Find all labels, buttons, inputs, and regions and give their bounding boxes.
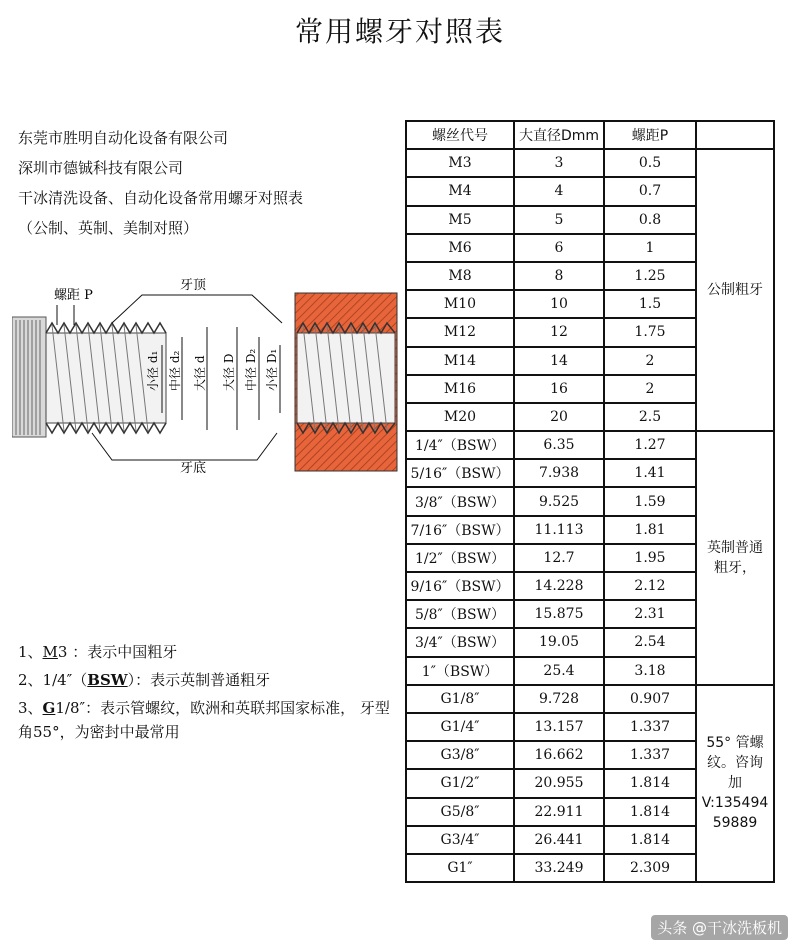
cell-thread-code: G1/2″ (406, 769, 514, 797)
cell-thread-code: M8 (406, 262, 514, 290)
category-line: 59889 (712, 815, 758, 832)
watermark: 头条 @干冰洗板机 (651, 915, 788, 940)
table-row (406, 149, 774, 177)
cell-major-diameter: 15.875 (514, 600, 604, 628)
cell-major-diameter: 16 (514, 375, 604, 403)
bolt-minor-diameter-label: 小径 d₁ (146, 350, 160, 391)
page-title: 常用螺牙对照表 (294, 15, 505, 48)
pitch-label: 螺距 P (54, 288, 93, 303)
cell-major-diameter: 9.728 (514, 685, 604, 713)
category-line: V:135494 (701, 795, 769, 812)
cell-major-diameter: 8 (514, 262, 604, 290)
cell-pitch: 2.31 (604, 600, 696, 628)
cell-pitch: 1.41 (604, 459, 696, 487)
note-3: 3、G1/8″：表示管螺纹，欧洲和英联邦国家标准， 牙型角55°，为密封中最常用 (18, 699, 390, 741)
cell-pitch: 2.12 (604, 572, 696, 600)
cell-major-diameter: 11.113 (514, 516, 604, 544)
cell-pitch: 1.814 (604, 798, 696, 826)
cell-thread-code: 1/4″（BSW） (406, 431, 514, 459)
bolt-pitch-diameter-label: 中径 d₂ (168, 350, 182, 391)
cell-pitch: 1.25 (604, 262, 696, 290)
thread-table (405, 120, 775, 883)
category-cell (696, 431, 774, 685)
category-line: 55° 管螺 (706, 735, 764, 752)
cell-major-diameter: 3 (514, 149, 604, 177)
cell-thread-code: 3/8″（BSW） (406, 487, 514, 515)
cell-major-diameter: 6 (514, 234, 604, 262)
bolt-head (12, 317, 46, 437)
category-cell (696, 685, 774, 882)
cell-pitch: 1.59 (604, 487, 696, 515)
cell-major-diameter: 20.955 (514, 769, 604, 797)
header-pitch: 螺距P (604, 121, 696, 149)
company-line-2: 深圳市德铖科技有限公司 (18, 159, 184, 177)
cell-major-diameter: 12 (514, 318, 604, 346)
cell-thread-code: 5/8″（BSW） (406, 600, 514, 628)
note-2: 2、1/4″（BSW）：表示英制普通粗牙 (18, 671, 271, 689)
cell-pitch: 2.5 (604, 403, 696, 431)
cell-major-diameter: 7.938 (514, 459, 604, 487)
bolt-major-diameter-label: 大径 d (193, 355, 207, 391)
cell-thread-code: M3 (406, 149, 514, 177)
cell-major-diameter: 9.525 (514, 487, 604, 515)
standards-note: （公制、英制、美制对照） (18, 219, 199, 237)
crest-label: 牙顶 (180, 278, 207, 293)
cell-pitch: 1.95 (604, 544, 696, 572)
note-2-code: BSW (87, 671, 128, 689)
root-label: 牙底 (180, 461, 207, 476)
cell-pitch: 1.5 (604, 290, 696, 318)
note-1: 1、M3 ：表示中国粗牙 (18, 643, 178, 661)
cell-thread-code: 7/16″（BSW） (406, 516, 514, 544)
cell-pitch: 2.54 (604, 628, 696, 656)
cell-thread-code: G3/8″ (406, 741, 514, 769)
header-category (696, 121, 774, 149)
cell-major-diameter: 12.7 (514, 544, 604, 572)
cell-thread-code: 3/4″（BSW） (406, 628, 514, 656)
cell-thread-code: G5/8″ (406, 798, 514, 826)
category-line: 粗牙， (714, 559, 756, 576)
header-thread-code: 螺丝代号 (406, 121, 514, 149)
cell-thread-code: 9/16″（BSW） (406, 572, 514, 600)
cell-thread-code: G1/8″ (406, 685, 514, 713)
nut-section (295, 293, 397, 471)
category-line: 公制粗牙 (707, 282, 763, 299)
note-1-code: M (42, 643, 58, 661)
cell-pitch: 2 (604, 347, 696, 375)
cell-thread-code: M14 (406, 347, 514, 375)
cell-major-diameter: 6.35 (514, 431, 604, 459)
cell-major-diameter: 26.441 (514, 826, 604, 854)
category-line: 纹。咨询 (707, 755, 763, 772)
cell-major-diameter: 33.249 (514, 854, 604, 882)
cell-thread-code: M16 (406, 375, 514, 403)
nut-pitch-diameter-label: 中径 D₂ (244, 348, 258, 391)
note-3-code: G (42, 699, 56, 717)
cell-pitch: 1.337 (604, 713, 696, 741)
cell-thread-code: 1″（BSW） (406, 657, 514, 685)
table-row (406, 431, 774, 459)
cell-thread-code: G1/4″ (406, 713, 514, 741)
cell-pitch: 1.27 (604, 431, 696, 459)
cell-major-diameter: 19.05 (514, 628, 604, 656)
cell-pitch: 2 (604, 375, 696, 403)
cell-pitch: 1.814 (604, 769, 696, 797)
cell-pitch: 1 (604, 234, 696, 262)
notes-section (18, 640, 398, 748)
cell-pitch: 1.81 (604, 516, 696, 544)
cell-thread-code: G1″ (406, 854, 514, 882)
cell-thread-code: M12 (406, 318, 514, 346)
cell-pitch: 0.5 (604, 149, 696, 177)
cell-major-diameter: 14 (514, 347, 604, 375)
header-major-diameter: 大直径Dmm (514, 121, 604, 149)
cell-major-diameter: 25.4 (514, 657, 604, 685)
cell-major-diameter: 13.157 (514, 713, 604, 741)
category-line: 英制普通 (707, 539, 763, 556)
cell-thread-code: M5 (406, 206, 514, 234)
cell-thread-code: G3/4″ (406, 826, 514, 854)
thread-diagram (12, 265, 402, 480)
cell-pitch: 0.907 (604, 685, 696, 713)
table-row (406, 685, 774, 713)
cell-major-diameter: 16.662 (514, 741, 604, 769)
cell-major-diameter: 14.228 (514, 572, 604, 600)
cell-thread-code: 1/2″（BSW） (406, 544, 514, 572)
cell-pitch: 3.18 (604, 657, 696, 685)
cell-major-diameter: 5 (514, 206, 604, 234)
cell-thread-code: M20 (406, 403, 514, 431)
category-cell (696, 149, 774, 431)
company-line-1: 东莞市胜明自动化设备有限公司 (18, 129, 229, 147)
nut-minor-diameter-label: 小径 D₁ (265, 348, 279, 391)
cell-major-diameter: 10 (514, 290, 604, 318)
cell-pitch: 2.309 (604, 854, 696, 882)
cell-thread-code: 5/16″（BSW） (406, 459, 514, 487)
document-subtitle: 干冰清洗设备、自动化设备常用螺牙对照表 (18, 189, 304, 207)
cell-pitch: 1.75 (604, 318, 696, 346)
category-line: 加 (728, 775, 742, 792)
cell-thread-code: M10 (406, 290, 514, 318)
cell-thread-code: M6 (406, 234, 514, 262)
nut-major-diameter-label: 大径 D (222, 353, 236, 391)
cell-pitch: 0.7 (604, 177, 696, 205)
cell-pitch: 1.337 (604, 741, 696, 769)
cell-major-diameter: 22.911 (514, 798, 604, 826)
cell-pitch: 0.8 (604, 206, 696, 234)
cell-major-diameter: 20 (514, 403, 604, 431)
cell-thread-code: M4 (406, 177, 514, 205)
table-header-row (406, 121, 774, 149)
cell-major-diameter: 4 (514, 177, 604, 205)
cell-pitch: 1.814 (604, 826, 696, 854)
